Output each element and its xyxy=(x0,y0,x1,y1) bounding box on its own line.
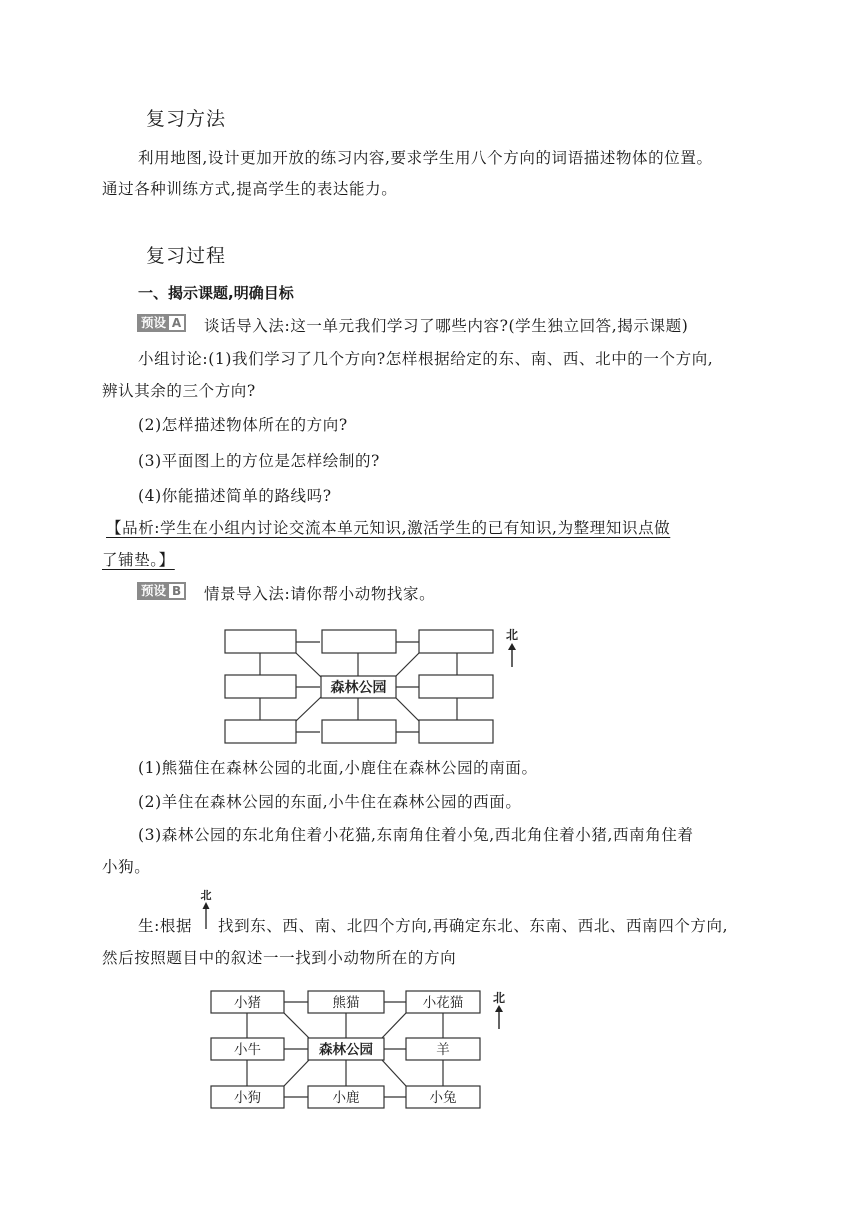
answer-line-2: 然后按照题目中的叙述一一找到小动物所在的方向 xyxy=(102,949,457,967)
discussion-line-2: (2)怎样描述物体所在的方向? xyxy=(138,416,348,434)
question-3b: 小狗。 xyxy=(102,858,151,876)
preset-b-letter: B xyxy=(169,584,184,598)
map2-s-label: 小鹿 xyxy=(332,1090,360,1106)
preset-b-tag xyxy=(137,582,186,600)
map1-north-label: 北 xyxy=(505,628,519,642)
map2-north-label: 北 xyxy=(492,991,506,1005)
inline-compass-north-label: 北 xyxy=(200,889,212,902)
preset-a-text: 谈话导入法:这一单元我们学习了哪些内容?(学生独立回答,揭示课题) xyxy=(204,317,689,335)
blank-forest-map xyxy=(220,620,530,755)
preset-b-text: 情景导入法:请你帮小动物找家。 xyxy=(204,585,436,603)
discussion-line-4: (4)你能描述简单的路线吗? xyxy=(138,487,332,505)
map2-se-label: 小兔 xyxy=(429,1090,457,1106)
question-1: (1)熊猫住在森林公园的北面,小鹿住在森林公园的南面。 xyxy=(138,759,538,777)
answer-line-1b: 找到东、西、南、北四个方向,再确定东北、东南、西北、西南四个方向, xyxy=(218,917,729,935)
inline-north-arrow-icon xyxy=(203,902,210,929)
section-title-review-method: 复习方法 xyxy=(146,108,227,130)
subheading-topic: 一、揭示课题,明确目标 xyxy=(138,284,294,302)
map2-center-label: 森林公园 xyxy=(319,1042,373,1058)
map2-north-arrow-icon xyxy=(495,1005,503,1029)
preset-b-label: 预设 xyxy=(141,583,167,598)
method-line-1: 利用地图,设计更加开放的练习内容,要求学生用八个方向的词语描述物体的位置。 xyxy=(138,149,713,167)
analysis-line-2: 了铺垫。】 xyxy=(102,551,175,569)
discussion-line-1b: 辨认其余的三个方向? xyxy=(102,382,256,400)
question-3a: (3)森林公园的东北角住着小花猫,东南角住着小兔,西北角住着小猪,西南角住着 xyxy=(138,826,694,844)
analysis-line-1: 【品析:学生在小组内讨论交流本单元知识,激活学生的已有知识,为整理知识点做 xyxy=(106,519,671,537)
map1-center-label: 森林公园 xyxy=(330,680,387,696)
map2-w-label: 小牛 xyxy=(234,1042,261,1058)
filled-forest-map xyxy=(205,985,525,1115)
map2-ne-label: 小花猫 xyxy=(422,995,464,1011)
map1-north-arrow-icon xyxy=(508,643,516,667)
inline-compass xyxy=(196,885,216,931)
map2-sw-label: 小狗 xyxy=(234,1090,261,1106)
question-2: (2)羊住在森林公园的东面,小牛住在森林公园的西面。 xyxy=(138,793,522,811)
discussion-line-1: 小组讨论:(1)我们学习了几个方向?怎样根据给定的东、南、西、北中的一个方向, xyxy=(138,350,714,368)
map2-n-label: 熊猫 xyxy=(332,995,360,1011)
method-line-2: 通过各种训练方式,提高学生的表达能力。 xyxy=(102,180,398,198)
preset-a-letter: A xyxy=(169,316,184,330)
preset-a-tag xyxy=(137,314,186,332)
discussion-line-3: (3)平面图上的方位是怎样绘制的? xyxy=(138,452,380,470)
answer-line-1a: 生:根据 xyxy=(138,917,193,935)
map2-e-label: 羊 xyxy=(436,1042,450,1058)
preset-a-label: 预设 xyxy=(141,315,167,330)
section-title-review-process: 复习过程 xyxy=(146,245,227,267)
map2-nw-label: 小猪 xyxy=(234,995,261,1011)
